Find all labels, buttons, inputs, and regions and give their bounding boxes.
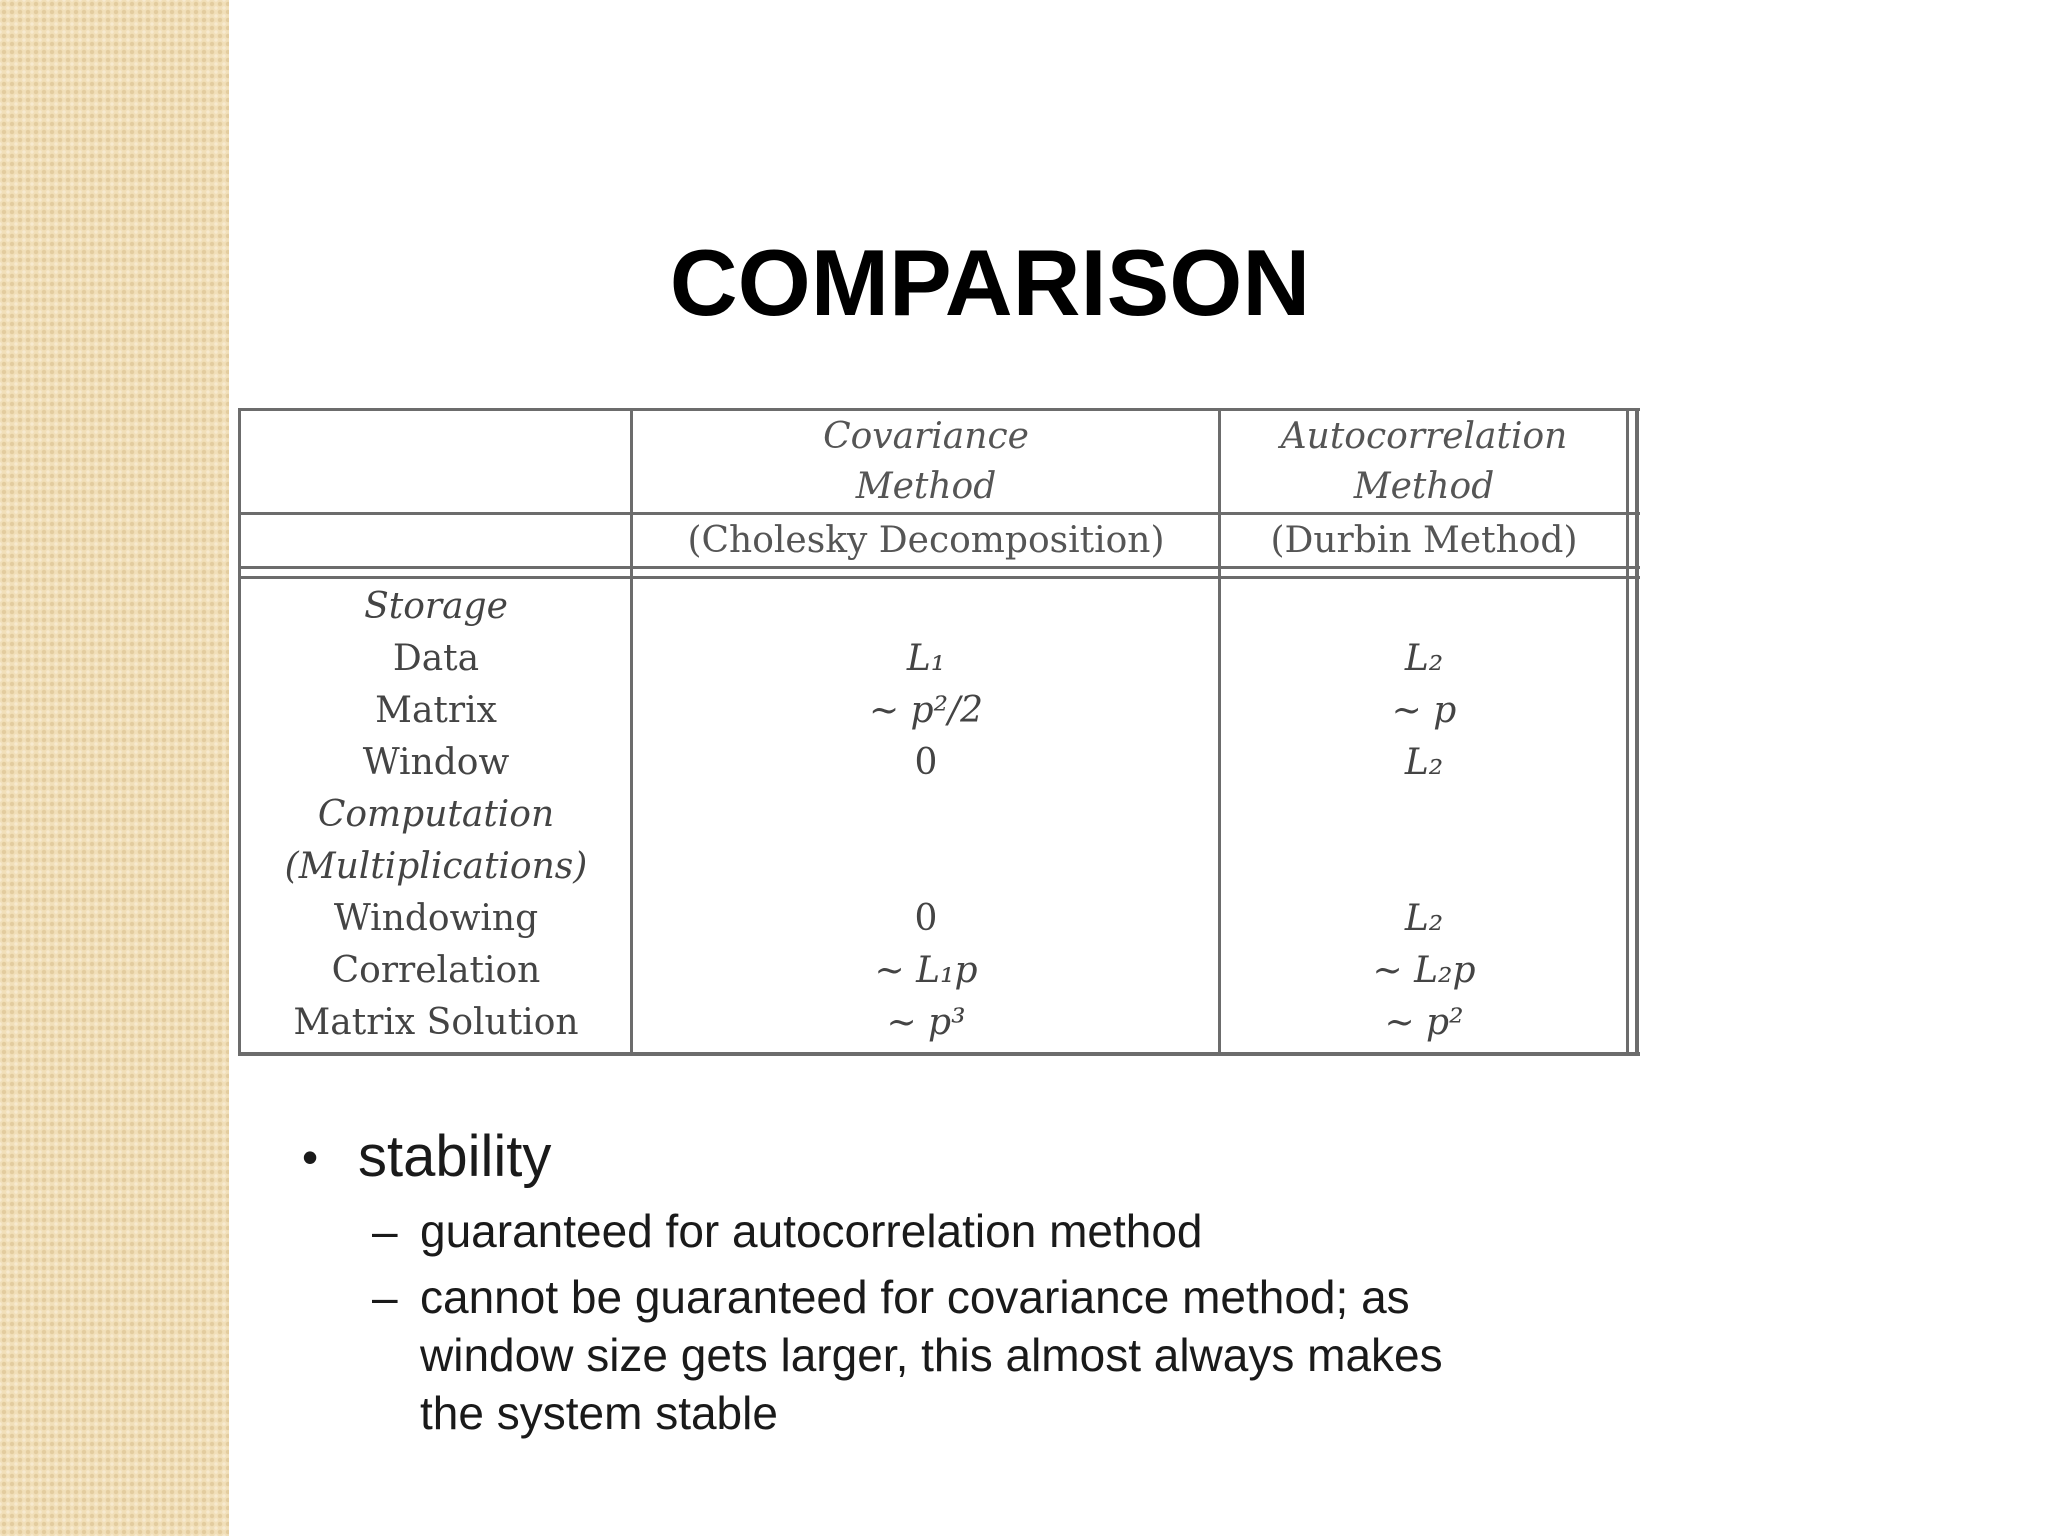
cell-correlation-autocorrelation: ~ L₂p	[1372, 950, 1476, 991]
table-header-divider	[238, 512, 1640, 515]
table-body-divider-1	[238, 566, 1640, 569]
header-autocorrelation-subtitle: (Durbin Method)	[1270, 520, 1578, 561]
header-covariance-line1: Covariance	[823, 416, 1029, 457]
cell-matrix-solution-covariance: ~ p³	[886, 1002, 966, 1043]
cell-window-autocorrelation: L₂	[1404, 742, 1444, 783]
row-label-storage: Storage	[364, 586, 508, 627]
table-column-divider-2	[1218, 408, 1221, 1056]
row-label-data: Data	[392, 638, 480, 679]
cell-windowing-covariance: 0	[914, 898, 938, 939]
cell-windowing-autocorrelation: L₂	[1404, 898, 1444, 939]
sub-bullet-list	[290, 1202, 1590, 1442]
sub-bullet-covariance-line2: window size gets larger, this almost always makes	[420, 1329, 1443, 1381]
dash-icon: –	[372, 1205, 398, 1257]
cell-matrix-solution-autocorrelation: ~ p²	[1384, 1002, 1464, 1043]
table-body-divider-2	[238, 576, 1640, 579]
table-border-top	[238, 408, 1640, 411]
sub-bullet-covariance-line3: the system stable	[420, 1387, 778, 1439]
header-covariance-subtitle: (Cholesky Decomposition)	[687, 520, 1165, 561]
table-border-right-1	[1626, 408, 1629, 1056]
cell-data-covariance: L₁	[906, 638, 946, 679]
row-label-windowing: Windowing	[333, 898, 539, 939]
header-covariance-line2: Method	[855, 466, 997, 507]
header-autocorrelation-line1: Autocorrelation	[1280, 416, 1568, 457]
cell-matrix-covariance: ~ p²/2	[868, 690, 984, 731]
bullet-stability-text: stability	[358, 1124, 552, 1189]
cell-matrix-autocorrelation: ~ p	[1391, 690, 1457, 731]
sub-bullet-autocorrelation-text: guaranteed for autocorrelation method	[420, 1205, 1203, 1257]
table-border-bottom	[238, 1052, 1640, 1056]
row-label-matrix: Matrix	[375, 690, 497, 731]
cell-correlation-covariance: ~ L₁p	[874, 950, 978, 991]
bullet-dot-icon: •	[302, 1131, 319, 1183]
row-label-matrix-solution: Matrix Solution	[293, 1002, 579, 1043]
bullet-stability	[290, 1120, 1590, 1194]
cell-data-autocorrelation: L₂	[1404, 638, 1444, 679]
decorative-side-stripe	[0, 0, 229, 1536]
table-border-right-2	[1635, 408, 1639, 1056]
row-label-computation: Computation	[317, 794, 555, 835]
slide-title: COMPARISON	[669, 230, 1311, 335]
dash-icon: –	[372, 1271, 398, 1323]
row-label-multiplications: (Multiplications)	[284, 846, 588, 887]
row-label-window: Window	[362, 742, 510, 783]
sub-bullet-covariance-line1: cannot be guaranteed for covariance method; as	[420, 1271, 1410, 1323]
header-autocorrelation-line2: Method	[1353, 466, 1495, 507]
sub-bullet-autocorrelation	[290, 1202, 1590, 1260]
sub-bullet-covariance	[290, 1268, 1590, 1442]
comparison-table	[238, 408, 1640, 1056]
cell-window-covariance: 0	[914, 742, 938, 783]
bullet-list	[290, 1120, 1590, 1442]
row-label-correlation: Correlation	[331, 950, 541, 991]
